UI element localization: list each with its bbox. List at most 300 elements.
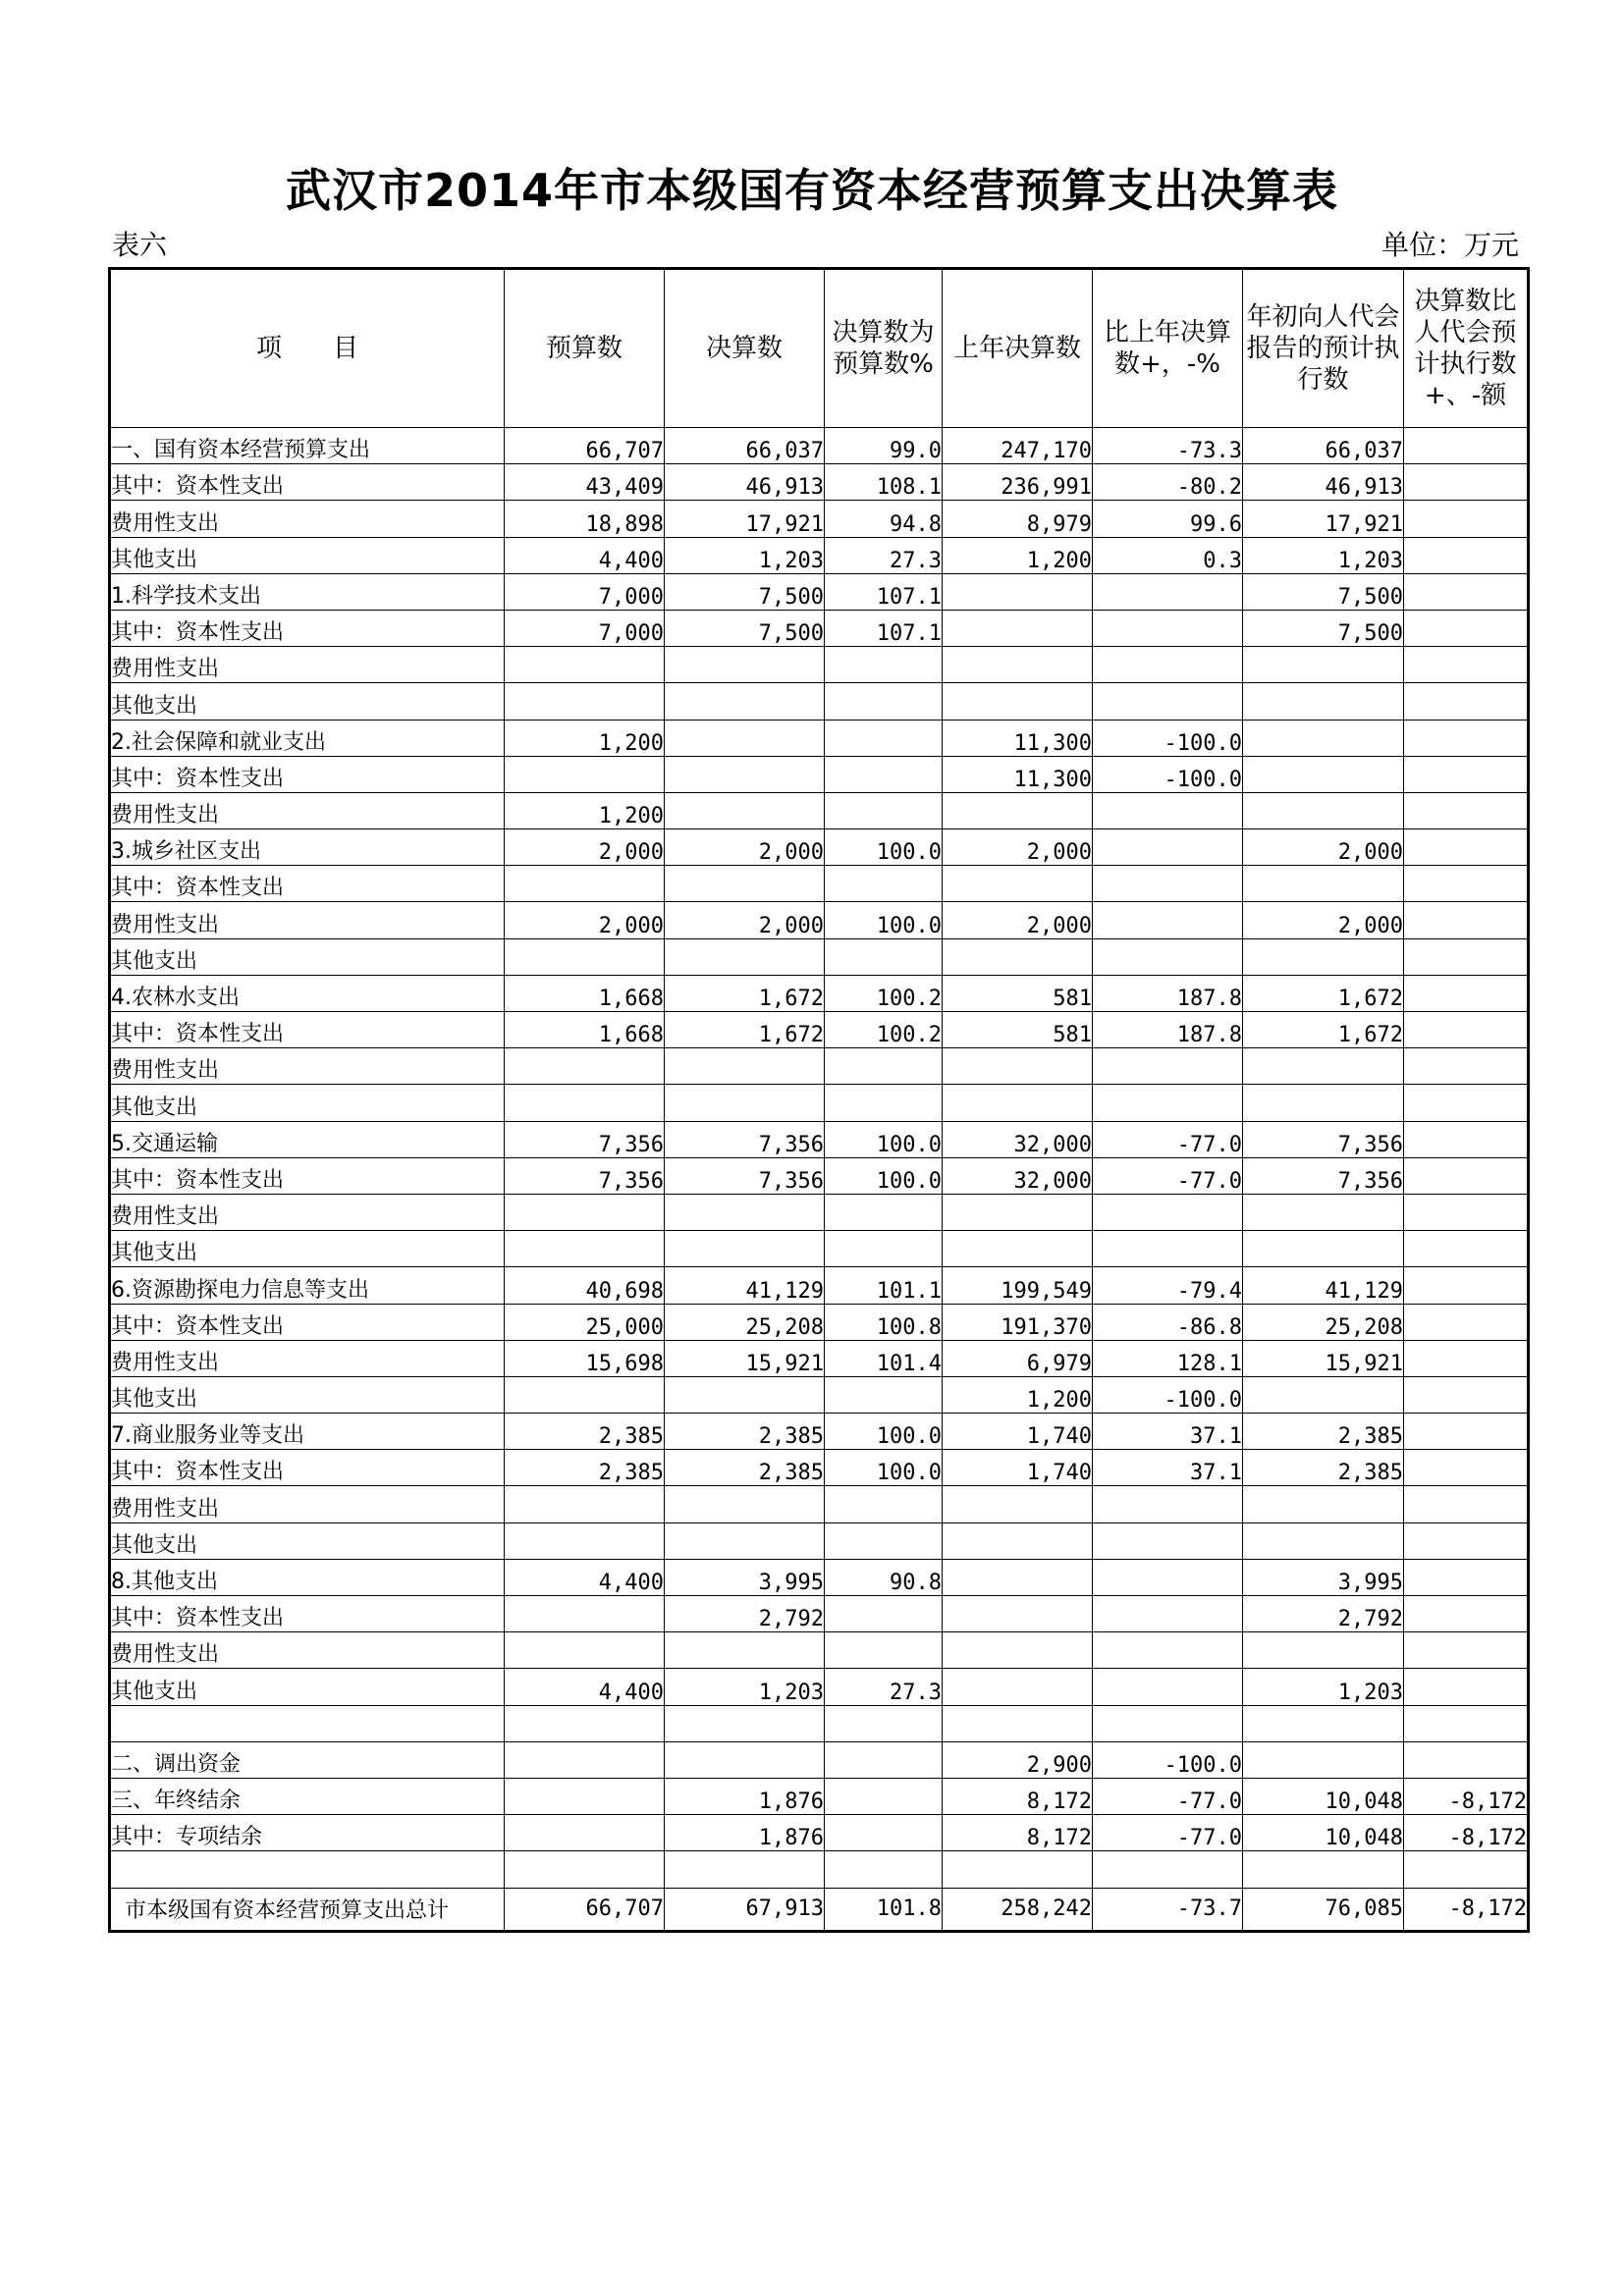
cell-vs-last-year [1093, 1559, 1243, 1595]
cell-last-year [943, 1851, 1093, 1888]
cell-npc-estimate: 46,913 [1243, 464, 1404, 501]
cell-vs-npc [1404, 1376, 1529, 1413]
table-body [110, 428, 1529, 1932]
cell-last-year: 1,740 [943, 1450, 1093, 1486]
cell-final-pct-budget: 100.0 [825, 1450, 943, 1486]
cell-vs-npc [1404, 573, 1529, 610]
cell-item: 其他支出 [110, 683, 505, 720]
cell-vs-last-year [1093, 1194, 1243, 1230]
cell-final: 1,876 [665, 1815, 825, 1851]
cell-last-year: 1,200 [943, 1376, 1093, 1413]
cell-vs-npc [1404, 902, 1529, 938]
cell-item: 8.其他支出 [110, 1559, 505, 1595]
cell-vs-last-year: -77.0 [1093, 1778, 1243, 1814]
table-row [110, 1741, 1529, 1778]
cell-vs-last-year: -73.3 [1093, 428, 1243, 464]
cell-item: 费用性支出 [110, 647, 505, 683]
table-row [110, 1705, 1529, 1741]
cell-final-pct-budget: 107.1 [825, 573, 943, 610]
cell-last-year [943, 1596, 1093, 1632]
cell-npc-estimate: 2,000 [1243, 829, 1404, 866]
cell-final-pct-budget: 100.0 [825, 1121, 943, 1157]
header-final: 决算数 [665, 269, 825, 428]
cell-vs-npc [1404, 610, 1529, 646]
header-vs-npc: 决算数比人代会预计执行数+、-额 [1404, 269, 1529, 428]
table-row [110, 1048, 1529, 1085]
cell-last-year [943, 792, 1093, 828]
cell-vs-last-year: -77.0 [1093, 1121, 1243, 1157]
cell-budget [505, 1815, 665, 1851]
cell-vs-npc [1404, 1231, 1529, 1267]
cell-item: 2.社会保障和就业支出 [110, 720, 505, 756]
cell-vs-last-year: -100.0 [1093, 756, 1243, 792]
cell-item [110, 1705, 505, 1741]
cell-final: 1,203 [665, 537, 825, 573]
cell-npc-estimate [1243, 1231, 1404, 1267]
cell-final-pct-budget [825, 1596, 943, 1632]
cell-final: 15,921 [665, 1340, 825, 1376]
cell-npc-estimate: 2,792 [1243, 1596, 1404, 1632]
cell-final-pct-budget: 100.8 [825, 1304, 943, 1340]
cell-vs-npc [1404, 756, 1529, 792]
cell-final [665, 1705, 825, 1741]
cell-vs-npc [1404, 1669, 1529, 1705]
cell-vs-last-year [1093, 938, 1243, 975]
cell-final-pct-budget [825, 1815, 943, 1851]
cell-vs-npc [1404, 975, 1529, 1011]
table-row [110, 1778, 1529, 1814]
cell-npc-estimate [1243, 1486, 1404, 1522]
table-row [110, 829, 1529, 866]
cell-npc-estimate: 1,203 [1243, 1669, 1404, 1705]
cell-final-pct-budget [825, 720, 943, 756]
cell-final: 1,203 [665, 1669, 825, 1705]
total-item: 市本级国有资本经营预算支出总计 [110, 1888, 505, 1931]
cell-item: 其他支出 [110, 1669, 505, 1705]
cell-budget: 1,200 [505, 720, 665, 756]
cell-vs-last-year [1093, 1522, 1243, 1559]
table-row [110, 1669, 1529, 1705]
cell-vs-last-year [1093, 1632, 1243, 1669]
budget-table [108, 267, 1530, 1933]
cell-final: 17,921 [665, 501, 825, 537]
cell-npc-estimate: 7,500 [1243, 610, 1404, 646]
cell-item: 费用性支出 [110, 1486, 505, 1522]
cell-vs-npc [1404, 1414, 1529, 1450]
table-row [110, 1522, 1529, 1559]
cell-npc-estimate: 17,921 [1243, 501, 1404, 537]
cell-last-year: 2,900 [943, 1741, 1093, 1778]
total-row [110, 1888, 1529, 1931]
cell-vs-last-year: 187.8 [1093, 1012, 1243, 1048]
cell-npc-estimate: 66,037 [1243, 428, 1404, 464]
cell-vs-npc [1404, 537, 1529, 573]
cell-vs-npc [1404, 1705, 1529, 1741]
cell-final-pct-budget [825, 938, 943, 975]
cell-budget: 4,400 [505, 537, 665, 573]
cell-vs-npc [1404, 1851, 1529, 1888]
cell-item: 费用性支出 [110, 1194, 505, 1230]
table-row [110, 1231, 1529, 1267]
cell-item: 其中：资本性支出 [110, 1450, 505, 1486]
cell-item: 其他支出 [110, 1522, 505, 1559]
cell-budget: 40,698 [505, 1267, 665, 1304]
page-title: 武汉市2014年市本级国有资本经营预算支出决算表 [285, 164, 1339, 217]
cell-item: 一、国有资本经营预算支出 [110, 428, 505, 464]
cell-budget [505, 866, 665, 902]
cell-final [665, 938, 825, 975]
cell-final-pct-budget: 101.1 [825, 1267, 943, 1304]
total-npc-estimate: 76,085 [1243, 1888, 1404, 1931]
cell-item: 1.科学技术支出 [110, 573, 505, 610]
cell-last-year: 236,991 [943, 464, 1093, 501]
cell-final: 2,000 [665, 829, 825, 866]
cell-npc-estimate: 10,048 [1243, 1778, 1404, 1814]
cell-npc-estimate [1243, 1522, 1404, 1559]
table-row [110, 1851, 1529, 1888]
cell-item: 费用性支出 [110, 792, 505, 828]
cell-item: 费用性支出 [110, 1632, 505, 1669]
cell-vs-npc [1404, 1632, 1529, 1669]
cell-vs-npc [1404, 501, 1529, 537]
cell-vs-npc [1404, 1596, 1529, 1632]
cell-final: 2,000 [665, 902, 825, 938]
cell-item: 费用性支出 [110, 1340, 505, 1376]
cell-final-pct-budget [825, 1376, 943, 1413]
table-row [110, 902, 1529, 938]
cell-npc-estimate [1243, 756, 1404, 792]
cell-last-year: 247,170 [943, 428, 1093, 464]
cell-budget: 2,000 [505, 829, 665, 866]
cell-final: 2,385 [665, 1450, 825, 1486]
cell-final: 25,208 [665, 1304, 825, 1340]
cell-vs-npc [1404, 1157, 1529, 1194]
cell-last-year [943, 573, 1093, 610]
cell-final [665, 683, 825, 720]
cell-vs-last-year [1093, 902, 1243, 938]
cell-last-year: 1,200 [943, 537, 1093, 573]
cell-budget: 7,356 [505, 1121, 665, 1157]
total-final: 67,913 [665, 1888, 825, 1931]
table-row [110, 1815, 1529, 1851]
cell-final [665, 720, 825, 756]
cell-vs-npc [1404, 1741, 1529, 1778]
cell-budget: 25,000 [505, 1304, 665, 1340]
cell-final [665, 1376, 825, 1413]
cell-last-year [943, 866, 1093, 902]
table-row [110, 866, 1529, 902]
cell-final-pct-budget: 100.2 [825, 975, 943, 1011]
table-row [110, 647, 1529, 683]
cell-last-year: 581 [943, 975, 1093, 1011]
cell-final-pct-budget: 108.1 [825, 464, 943, 501]
cell-final-pct-budget [825, 647, 943, 683]
cell-item: 3.城乡社区支出 [110, 829, 505, 866]
cell-npc-estimate [1243, 866, 1404, 902]
total-vs-last-year: -73.7 [1093, 1888, 1243, 1931]
table-row [110, 756, 1529, 792]
cell-final-pct-budget [825, 1048, 943, 1085]
cell-vs-last-year [1093, 866, 1243, 902]
table-row [110, 1304, 1529, 1340]
cell-last-year: 8,979 [943, 501, 1093, 537]
cell-final-pct-budget [825, 756, 943, 792]
cell-vs-npc [1404, 1486, 1529, 1522]
cell-final-pct-budget [825, 1705, 943, 1741]
cell-last-year: 6,979 [943, 1340, 1093, 1376]
cell-vs-npc [1404, 1450, 1529, 1486]
cell-last-year: 199,549 [943, 1267, 1093, 1304]
cell-final: 3,995 [665, 1559, 825, 1595]
cell-last-year [943, 610, 1093, 646]
cell-vs-last-year: -77.0 [1093, 1157, 1243, 1194]
cell-budget: 7,000 [505, 573, 665, 610]
cell-budget [505, 1085, 665, 1121]
cell-npc-estimate: 7,356 [1243, 1157, 1404, 1194]
cell-final: 7,356 [665, 1121, 825, 1157]
cell-vs-npc [1404, 1522, 1529, 1559]
cell-final-pct-budget [825, 683, 943, 720]
table-row [110, 1340, 1529, 1376]
cell-vs-npc [1404, 1267, 1529, 1304]
cell-final [665, 866, 825, 902]
cell-vs-last-year [1093, 829, 1243, 866]
cell-vs-npc [1404, 1340, 1529, 1376]
cell-budget [505, 1486, 665, 1522]
cell-item: 三、年终结余 [110, 1778, 505, 1814]
cell-final-pct-budget: 90.8 [825, 1559, 943, 1595]
cell-last-year [943, 1486, 1093, 1522]
table-row [110, 1414, 1529, 1450]
cell-item: 其中：资本性支出 [110, 756, 505, 792]
cell-final [665, 647, 825, 683]
cell-npc-estimate: 2,385 [1243, 1450, 1404, 1486]
table-row [110, 501, 1529, 537]
cell-item: 4.农林水支出 [110, 975, 505, 1011]
cell-last-year [943, 1632, 1093, 1669]
table-row [110, 1559, 1529, 1595]
cell-last-year [943, 1048, 1093, 1085]
cell-final: 66,037 [665, 428, 825, 464]
cell-last-year [943, 1669, 1093, 1705]
cell-final [665, 1522, 825, 1559]
cell-final [665, 1741, 825, 1778]
table-row [110, 938, 1529, 975]
cell-vs-npc [1404, 1121, 1529, 1157]
cell-npc-estimate [1243, 1741, 1404, 1778]
cell-vs-npc [1404, 428, 1529, 464]
cell-item: 5.交通运输 [110, 1121, 505, 1157]
cell-vs-last-year [1093, 683, 1243, 720]
cell-final [665, 1486, 825, 1522]
cell-final [665, 1048, 825, 1085]
header-npc-estimate: 年初向人代会报告的预计执行数 [1243, 269, 1404, 428]
cell-final-pct-budget [825, 1486, 943, 1522]
cell-npc-estimate [1243, 1851, 1404, 1888]
table-number: 表六 [112, 229, 168, 261]
cell-final: 46,913 [665, 464, 825, 501]
cell-final-pct-budget: 27.3 [825, 1669, 943, 1705]
table-row [110, 683, 1529, 720]
cell-final-pct-budget: 101.4 [825, 1340, 943, 1376]
table-row [110, 573, 1529, 610]
cell-item: 其中：资本性支出 [110, 1012, 505, 1048]
cell-budget [505, 1705, 665, 1741]
cell-last-year: 11,300 [943, 720, 1093, 756]
cell-final: 1,876 [665, 1778, 825, 1814]
table-row [110, 1012, 1529, 1048]
cell-final-pct-budget [825, 1231, 943, 1267]
cell-vs-last-year: 128.1 [1093, 1340, 1243, 1376]
cell-item [110, 1851, 505, 1888]
cell-budget [505, 683, 665, 720]
cell-final: 41,129 [665, 1267, 825, 1304]
cell-vs-npc [1404, 683, 1529, 720]
cell-item: 其中：资本性支出 [110, 1157, 505, 1194]
cell-vs-npc [1404, 1048, 1529, 1085]
cell-budget: 15,698 [505, 1340, 665, 1376]
cell-npc-estimate: 7,500 [1243, 573, 1404, 610]
cell-npc-estimate: 1,672 [1243, 1012, 1404, 1048]
cell-budget [505, 1851, 665, 1888]
cell-budget [505, 938, 665, 975]
cell-final-pct-budget [825, 1778, 943, 1814]
cell-vs-npc [1404, 1194, 1529, 1230]
cell-budget: 7,356 [505, 1157, 665, 1194]
cell-vs-npc [1404, 720, 1529, 756]
cell-vs-last-year [1093, 792, 1243, 828]
cell-vs-npc [1404, 866, 1529, 902]
cell-vs-last-year [1093, 1851, 1243, 1888]
cell-final-pct-budget: 94.8 [825, 501, 943, 537]
cell-item: 7.商业服务业等支出 [110, 1414, 505, 1450]
cell-last-year [943, 1231, 1093, 1267]
table-row [110, 610, 1529, 646]
cell-final [665, 1085, 825, 1121]
cell-final-pct-budget: 27.3 [825, 537, 943, 573]
cell-npc-estimate [1243, 1376, 1404, 1413]
header-vs-last-year: 比上年决算数+，-% [1093, 269, 1243, 428]
cell-budget [505, 1194, 665, 1230]
cell-final [665, 1851, 825, 1888]
cell-item: 其中：资本性支出 [110, 866, 505, 902]
cell-final-pct-budget [825, 866, 943, 902]
cell-npc-estimate: 1,203 [1243, 537, 1404, 573]
cell-final-pct-budget: 100.0 [825, 829, 943, 866]
cell-last-year [943, 683, 1093, 720]
table-row [110, 1194, 1529, 1230]
cell-vs-npc [1404, 829, 1529, 866]
cell-budget: 18,898 [505, 501, 665, 537]
cell-last-year [943, 1705, 1093, 1741]
cell-vs-last-year [1093, 1596, 1243, 1632]
cell-vs-last-year: 99.6 [1093, 501, 1243, 537]
cell-vs-last-year: -100.0 [1093, 720, 1243, 756]
cell-vs-last-year [1093, 1231, 1243, 1267]
cell-last-year: 8,172 [943, 1815, 1093, 1851]
cell-npc-estimate: 7,356 [1243, 1121, 1404, 1157]
cell-final: 2,385 [665, 1414, 825, 1450]
cell-npc-estimate: 1,672 [1243, 975, 1404, 1011]
cell-vs-npc [1404, 464, 1529, 501]
cell-final: 7,356 [665, 1157, 825, 1194]
table-row [110, 1486, 1529, 1522]
cell-last-year: 191,370 [943, 1304, 1093, 1340]
cell-last-year [943, 1559, 1093, 1595]
cell-vs-last-year: -100.0 [1093, 1376, 1243, 1413]
cell-final: 2,792 [665, 1596, 825, 1632]
cell-npc-estimate [1243, 792, 1404, 828]
cell-final-pct-budget [825, 792, 943, 828]
cell-budget: 1,668 [505, 975, 665, 1011]
cell-npc-estimate: 15,921 [1243, 1340, 1404, 1376]
cell-last-year: 1,740 [943, 1414, 1093, 1450]
cell-budget: 66,707 [505, 428, 665, 464]
cell-vs-last-year [1093, 610, 1243, 646]
cell-vs-last-year: 37.1 [1093, 1414, 1243, 1450]
cell-npc-estimate: 2,385 [1243, 1414, 1404, 1450]
cell-vs-last-year [1093, 1085, 1243, 1121]
cell-npc-estimate: 3,995 [1243, 1559, 1404, 1595]
cell-budget: 2,385 [505, 1414, 665, 1450]
cell-item: 6.资源勘探电力信息等支出 [110, 1267, 505, 1304]
cell-npc-estimate [1243, 1705, 1404, 1741]
cell-budget: 4,400 [505, 1669, 665, 1705]
cell-vs-last-year: -86.8 [1093, 1304, 1243, 1340]
cell-item: 其他支出 [110, 1085, 505, 1121]
cell-vs-last-year [1093, 1705, 1243, 1741]
cell-vs-npc [1404, 1012, 1529, 1048]
header-last-year: 上年决算数 [943, 269, 1093, 428]
cell-item: 其中：专项结余 [110, 1815, 505, 1851]
cell-last-year: 8,172 [943, 1778, 1093, 1814]
cell-final [665, 792, 825, 828]
cell-last-year [943, 1522, 1093, 1559]
cell-final-pct-budget: 100.0 [825, 902, 943, 938]
cell-final [665, 756, 825, 792]
cell-vs-npc: -8,172 [1404, 1815, 1529, 1851]
total-vs-npc: -8,172 [1404, 1888, 1529, 1931]
table-row [110, 1596, 1529, 1632]
table-row [110, 428, 1529, 464]
cell-budget [505, 756, 665, 792]
cell-vs-npc [1404, 1559, 1529, 1595]
cell-item: 其他支出 [110, 537, 505, 573]
cell-final: 1,672 [665, 975, 825, 1011]
cell-budget: 7,000 [505, 610, 665, 646]
cell-vs-npc: -8,172 [1404, 1778, 1529, 1814]
cell-budget [505, 1522, 665, 1559]
cell-budget [505, 1376, 665, 1413]
cell-vs-last-year [1093, 647, 1243, 683]
table-row [110, 1085, 1529, 1121]
cell-vs-last-year: -80.2 [1093, 464, 1243, 501]
cell-final-pct-budget [825, 1194, 943, 1230]
cell-item: 其他支出 [110, 1376, 505, 1413]
cell-item: 其中：资本性支出 [110, 1596, 505, 1632]
cell-vs-last-year [1093, 573, 1243, 610]
cell-npc-estimate [1243, 1632, 1404, 1669]
total-final-pct-budget: 101.8 [825, 1888, 943, 1931]
cell-vs-npc [1404, 938, 1529, 975]
cell-budget: 1,200 [505, 792, 665, 828]
table-row [110, 464, 1529, 501]
cell-final [665, 1632, 825, 1669]
table-row [110, 537, 1529, 573]
cell-budget: 2,000 [505, 902, 665, 938]
cell-last-year: 32,000 [943, 1157, 1093, 1194]
header-budget: 预算数 [505, 269, 665, 428]
